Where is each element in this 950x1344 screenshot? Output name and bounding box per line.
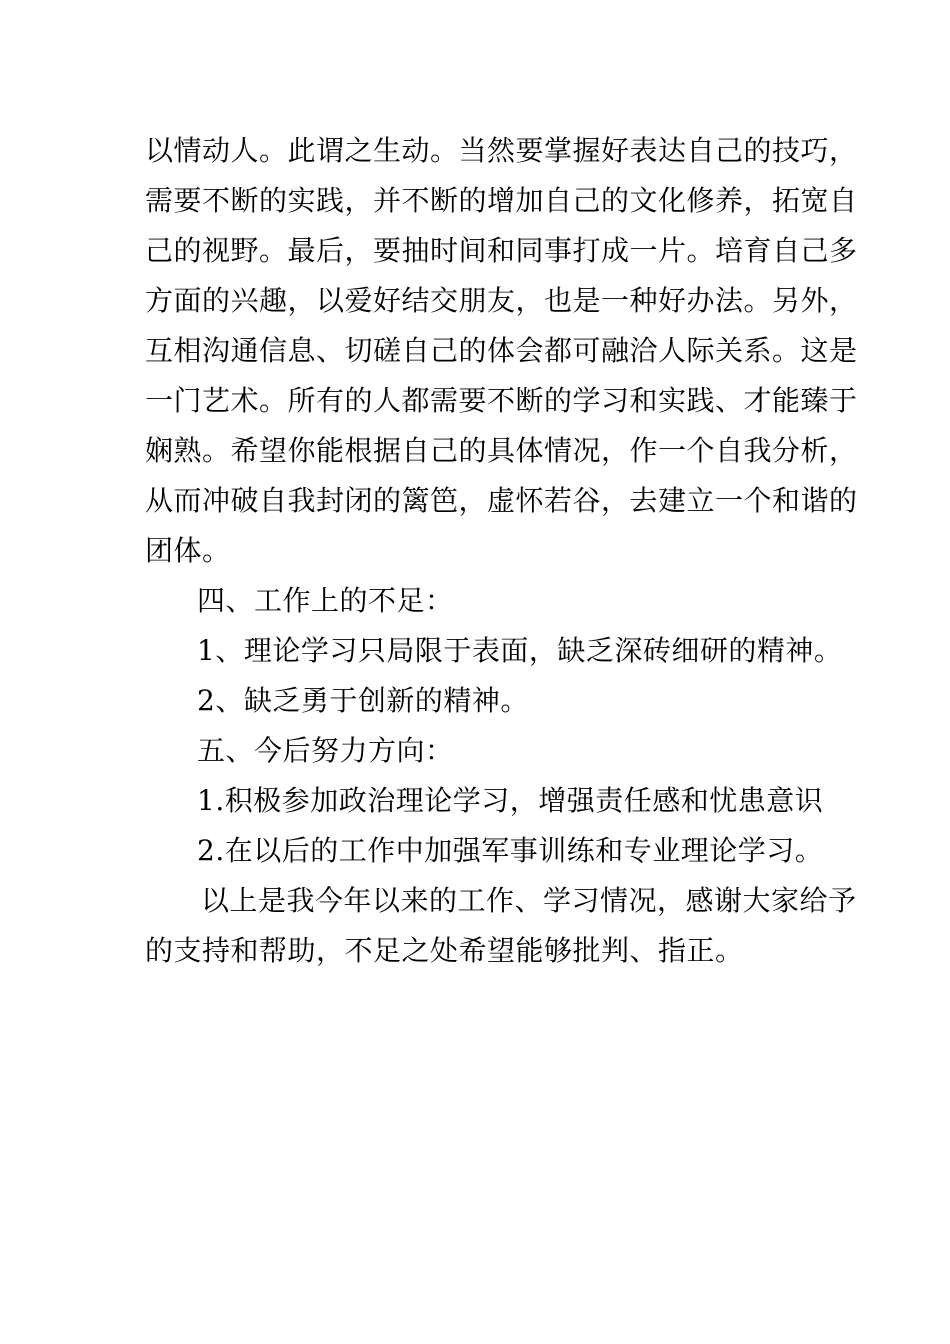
text-line: 以情动人。此谓之生动。当然要掌握好表达自己的技巧， — [145, 134, 858, 167]
section-heading-shortcomings — [145, 576, 810, 626]
text-line: 的支持和帮助，不足之处希望能够批判、指正。 — [145, 934, 744, 967]
text-line: 需要不断的实践，并不断的增加自己的文化修养，拓宽自 — [145, 184, 858, 217]
text-line: 从而冲破自我封闭的篱笆，虚怀若谷，去建立一个和谐的 — [145, 484, 858, 517]
text-line: 己的视野。最后，要抽时间和同事打成一片。培育自己多 — [145, 234, 858, 267]
list-item-text: 1.积极参加政治理论学习，增强责任感和忧患意识 — [197, 784, 824, 817]
paragraph-interpersonal-skills — [145, 126, 858, 576]
paragraph-closing — [145, 876, 857, 976]
text-line: 以上是我今年以来的工作、学习情况，感谢大家给予 — [201, 884, 857, 917]
list-item-shortcoming-1 — [145, 626, 843, 676]
text-line: 互相沟通信息、切磋自己的体会都可融洽人际关系。这是 — [145, 334, 858, 367]
heading-text: 四、工作上的不足： — [197, 584, 454, 617]
heading-text: 五、今后努力方向： — [197, 734, 454, 767]
section-heading-future-direction — [145, 726, 810, 776]
text-line: 一门艺术。所有的人都需要不断的学习和实践、才能臻于 — [145, 384, 858, 417]
list-item-text: 2、缺乏勇于创新的精神。 — [197, 684, 529, 717]
list-item-text: 1、理论学习只局限于表面，缺乏深砖细研的精神。 — [197, 634, 843, 667]
document-body — [145, 126, 858, 976]
text-line: 娴熟。希望你能根据自己的具体情况，作一个自我分析， — [145, 434, 858, 467]
list-item-direction-2 — [145, 826, 824, 876]
text-line: 方面的兴趣，以爱好结交朋友，也是一种好办法。另外， — [145, 284, 858, 317]
text-line: 团体。 — [145, 534, 231, 567]
list-item-shortcoming-2 — [145, 676, 810, 726]
list-item-direction-1 — [145, 776, 824, 826]
list-item-text: 2.在以后的工作中加强军事训练和专业理论学习。 — [197, 834, 824, 867]
